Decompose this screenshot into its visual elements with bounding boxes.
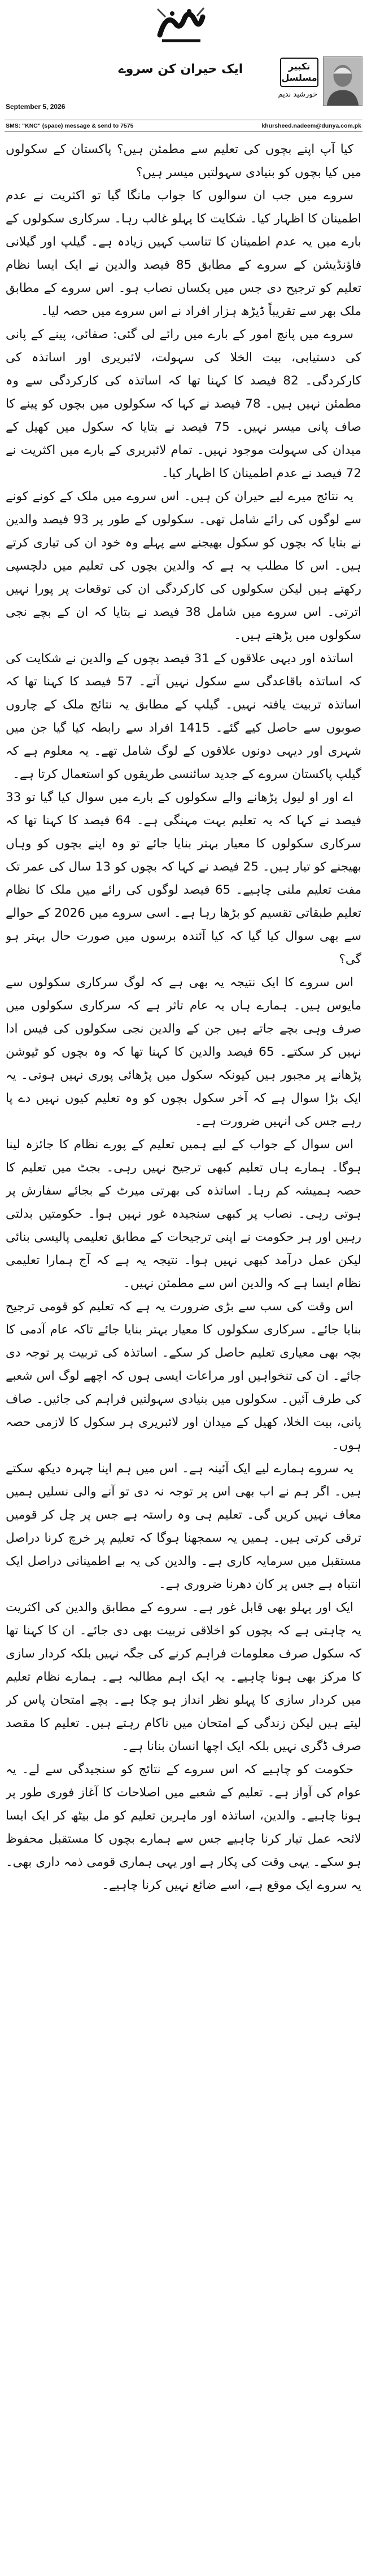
article-paragraph: اساتذہ اور دیہی علاقوں کے 31 فیصد بچوں کے والدین نے شکایت کی کہ اساتذہ باقاعدگی سے سکول نہیں آتے۔ 57 فیصد کا کہنا تھا کہ اساتذہ تربیت یافتہ نہیں۔ گیلپ کے مطابق یہ نتائج ملک کے چاروں صوبوں سے حاصل کیے گئے۔ 1415 افراد سے رابطہ کیا گیا جن میں شہری اور دیہی دونوں علاقوں کے لوگ شامل تھے۔ یہ معلوم ہے کہ گیلپ پاکستان سروے کے جدید سائنسی طریقوں کو استعمال کرتا ہے۔ [6,651,361,781]
newspaper-logo-icon [150,1,212,51]
column-headline: ایک حیران کن سروے [118,62,243,76]
contact-info-bar [5,120,362,132]
author-email: khursheed.nadeem@dunya.com.pk [261,123,361,129]
column-title-mark [280,58,318,87]
column-mark-line1: تکبیر [288,61,311,72]
article-paragraph: یہ سروے ہمارے لیے ایک آئینہ ہے۔ اس میں ہم اپنا چہرہ دیکھ سکتے ہیں۔ اگر ہم نے اب بھی اس پر توجہ نہ دی تو آنے والی نسلیں ہمیں معاف نہیں کریں گی۔ تعلیم ہی وہ راستہ ہے جس پر چل کر قومیں ترقی کرتی ہیں۔ ہمیں یہ سمجھنا ہوگا کہ تعلیم پر خرچ کرنا دراصل مستقبل میں سرمایہ کاری ہے۔ والدین کی یہ بے اطمینانی دراصل ایک انتباہ ہے جس پر کان دھرنا ضروری ہے۔ [6,1462,361,1591]
article-paragraph: اس سروے کا ایک نتیجہ یہ بھی ہے کہ لوگ سرکاری سکولوں سے مایوس ہیں۔ ہمارے ہاں یہ عام تاثر ہے کہ سرکاری سکولوں میں صرف وہی بچے جاتے ہیں جن کے والدین نجی سکولوں کی فیس ادا نہیں کر سکتے۔ 65 فیصد والدین کا کہنا تھا کہ وہ بچوں کو ٹیوشن پڑھانے پر مجبور ہیں کیونکہ سکول میں پڑھائی پوری نہیں ہوتی۔ یہ ایک بڑا سوال ہے کہ آخر سکول بچوں کو وہ تعلیم کیوں نہیں دے پا رہے جس کی انہیں ضرورت ہے۔ [6,976,361,1129]
byline-row [0,54,367,121]
publish-date: September 5, 2026 [6,103,65,111]
author-name: خورشید ندیم [278,90,317,99]
article-paragraph: یہ نتائج میرے لیے حیران کن ہیں۔ اس سروے میں ملک کے کونے کونے سے لوگوں کی رائے شامل تھی۔ سکولوں کے طور پر 93 فیصد والدین نے بتایا کہ بچوں کو سکول بھیجنے سے پہلے وہ خود ان کی تیاری کرتے ہیں۔ اس کا مطلب یہ ہے کہ والدین بچوں کی تعلیم میں دلچسپی رکھتے ہیں لیکن سکولوں کی کارکردگی ان کی توقعات پر پورا نہیں اترتی۔ اس سروے میں شامل 38 فیصد نے بتایا کہ ان کے بچے نجی سکولوں میں پڑھتے ہیں۔ [6,489,361,642]
article-paragraph: ایک اور پہلو بھی قابل غور ہے۔ سروے کے مطابق والدین کی اکثریت یہ چاہتی ہے کہ بچوں کو اخلاقی تربیت بھی دی جائے۔ ان کا کہنا تھا کہ سکول صرف معلومات فراہم کرنے کی جگہ نہیں بلکہ کردار سازی کا مرکز بھی ہونا چاہیے۔ یہ ایک اہم مطالبہ ہے۔ ہمارے نظام تعلیم میں کردار سازی کا پہلو نظر انداز ہو چکا ہے۔ بچے امتحان پاس کر لیتے ہیں لیکن زندگی کے امتحان میں ناکام رہتے ہیں۔ تعلیم کا مقصد صرف ڈگری نہیں بلکہ ایک اچھا انسان بنانا ہے۔ [6,1600,361,1753]
masthead [0,0,367,54]
article-body [6,138,361,2568]
article-paragraph: حکومت کو چاہیے کہ اس سروے کے نتائج کو سنجیدگی سے لے۔ یہ عوام کی آواز ہے۔ تعلیم کے شعبے میں اصلاحات کا آغاز فوری طور پر ہونا چاہیے۔ والدین، اساتذہ اور ماہرین تعلیم کو مل بیٹھ کر ایک ایسا لائحہ عمل تیار کرنا چاہیے جس سے ہمارے بچوں کا مستقبل محفوظ ہو سکے۔ یہی وقت کی پکار ہے اور یہی ہماری قومی ذمہ داری بھی۔ یہ سروے ایک موقع ہے، اسے ضائع نہیں کرنا چاہیے۔ [6,1762,361,1892]
column-mark-line2: مسلسل [281,72,317,83]
columnist-portrait-icon [323,56,362,106]
article-paragraph: اے اور او لیول پڑھانے والے سکولوں کے بارے میں سوال کیا گیا تو 33 فیصد نے کہا کہ یہ تعلیم بہت مہنگی ہے۔ 64 فیصد کا کہنا تھا کہ سرکاری سکولوں کا معیار بہتر بنایا جائے تو وہ اپنے بچوں کو وہاں بھیجنے کو تیار ہیں۔ 25 فیصد نے کہا کہ بچوں کو 13 سال کی عمر تک مفت تعلیم ملنی چاہیے۔ 65 فیصد لوگوں کی رائے میں ملک کا نظام تعلیم طبقاتی تقسیم کو بڑھا رہا ہے۔ اسی سروے میں 2026 کے حوالے سے بھی سوال کیا گیا کہ کیا آئندہ برسوں میں صورت حال بہتر ہو گی؟ [6,790,361,966]
article-paragraph: اس سوال کے جواب کے لیے ہمیں تعلیم کے پورے نظام کا جائزہ لینا ہوگا۔ ہمارے ہاں تعلیم کبھی ترجیح نہیں رہی۔ بجٹ میں تعلیم کا حصہ ہمیشہ کم رہا۔ اساتذہ کی بھرتی میرٹ کے بجائے سفارش پر ہوتی رہی۔ نصاب پر کبھی سنجیدہ غور نہیں ہوا۔ حکومتیں بدلتی رہیں اور ہر حکومت نے اپنی ترجیحات کے مطابق تعلیمی پالیسی بنائی لیکن عمل درآمد کبھی نہیں ہوا۔ نتیجہ یہ ہے کہ آج ہمارا تعلیمی نظام ایسا ہے کہ والدین اس سے مطمئن نہیں۔ [6,1138,361,1291]
sms-info: SMS: "KNC" (space) message & send to 7575 [6,123,134,129]
article-paragraph: کیا آپ اپنے بچوں کی تعلیم سے مطمئن ہیں؟ پاکستان کے سکولوں میں کیا بچوں کو بنیادی سہولتیں میسر ہیں؟ [6,142,361,180]
article-paragraph: سروے میں جب ان سوالوں کا جواب مانگا گیا تو اکثریت نے عدم اطمینان کا اظہار کیا۔ شکایت کا پہلو غالب رہا۔ سرکاری سکولوں کے بارے میں یہ عدم اطمینان کا تناسب کہیں زیادہ ہے۔ گیلپ اور گیلانی فاؤنڈیشن کے سروے کے مطابق 85 فیصد والدین نے ایک ایسا نظام تعلیم کو ترجیح دی جس میں یکساں نصاب ہو۔ اس سروے کے مطابق ملک بھر سے تقریباً ڈیڑھ ہزار افراد نے اس سروے میں حصہ لیا۔ [6,189,361,318]
article-paragraph: سروے میں پانچ امور کے بارے میں رائے لی گئی: صفائی، پینے کے پانی کی دستیابی، بیت الخلا کی سہولت، لائبریری اور اساتذہ کی کارکردگی۔ 82 فیصد کا کہنا تھا کہ اساتذہ کی کارکردگی سے وہ مطمئن نہیں ہیں۔ 78 فیصد نے کہا کہ سکولوں میں بچوں کو پینے کا صاف پانی میسر نہیں۔ 75 فیصد نے بتایا کہ سکول میں کھیل کے میدان کی سہولت موجود نہیں۔ تمام لائبریری کے بارے میں اکثریت نے 72 فیصد نے عدم اطمینان کا اظہار کیا۔ [6,327,361,480]
article-paragraph: اس وقت کی سب سے بڑی ضرورت یہ ہے کہ تعلیم کو قومی ترجیح بنایا جائے۔ سرکاری سکولوں کا معیار بہتر بنایا جائے تاکہ عام آدمی کا بچہ بھی معیاری تعلیم حاصل کر سکے۔ اساتذہ کی تربیت پر توجہ دی جائے۔ ان کی تنخواہیں اور مراعات ایسی ہوں کہ اچھے لوگ اس شعبے کی طرف آئیں۔ سکولوں میں بنیادی سہولتیں فراہم کی جائیں۔ صاف پانی، بیت الخلا، کھیل کے میدان اور لائبریری ہر سکول کا لازمی حصہ ہوں۔ [6,1300,361,1453]
